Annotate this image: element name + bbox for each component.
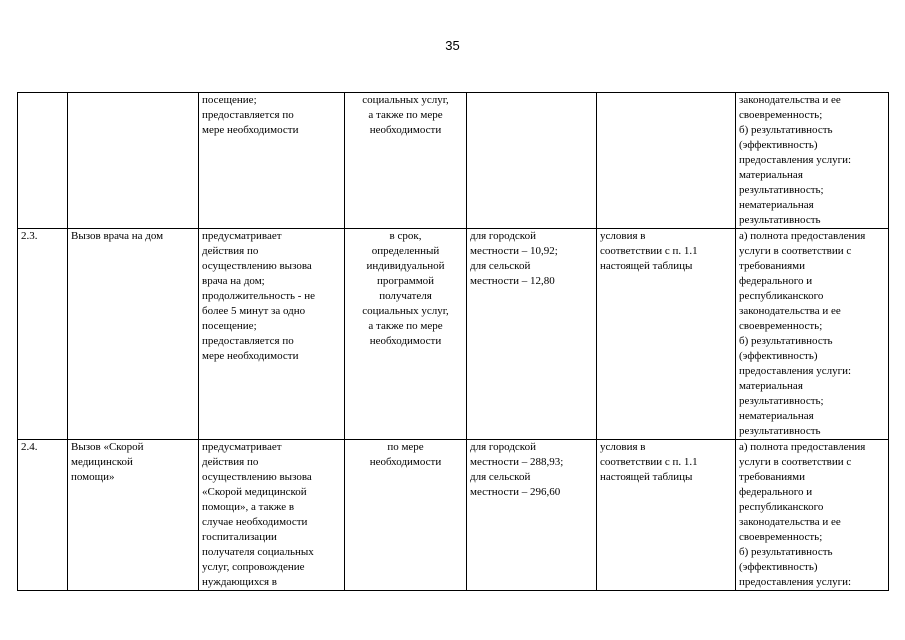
service-name-cell (68, 93, 199, 229)
service-name-cell (68, 440, 199, 591)
tariff-cell (467, 440, 597, 591)
cell-text-line: условия в (600, 441, 646, 453)
cell-text-line: социальных услуг, (362, 305, 449, 317)
cell-text-line: Вызов врача на дом (71, 230, 164, 242)
cell-text-line: своевременность; (739, 531, 823, 543)
quality-indicators-cell (736, 229, 889, 440)
cell-text-line: местности – 288,93; (470, 456, 564, 468)
cell-text-line: законодательства и ее (739, 94, 841, 106)
cell-text-line: а) полнота предоставления (739, 230, 866, 242)
cell-text-line: результативность; (739, 184, 824, 196)
cell-text-line: (эффективность) (739, 561, 818, 573)
cell-text-line: помощи», а также в (202, 501, 295, 513)
cell-text-line: действия по (202, 245, 259, 257)
cell-text-line: результативность; (739, 395, 824, 407)
cell-text-line: настоящей таблицы (600, 471, 693, 483)
cell-text-line: условия в (600, 230, 646, 242)
cell-text-line: предоставления услуги: (739, 576, 852, 588)
quality-indicators-cell (736, 440, 889, 591)
cell-text-line: для городской (470, 230, 536, 242)
service-timing-cell (345, 229, 467, 440)
page-number: 35 (445, 38, 460, 53)
cell-text-line: помощи» (71, 471, 115, 483)
cell-text-line: предоставления услуги: (739, 154, 852, 166)
cell-text-line: услуги в соответствии с (739, 456, 852, 468)
cell-text-line: необходимости (369, 456, 442, 468)
tariff-cell (467, 93, 597, 229)
conditions-cell (597, 229, 736, 440)
cell-text-line: продолжительность - не (202, 290, 315, 302)
cell-text-line: получателя социальных (202, 546, 314, 558)
cell-text-line: Вызов «Скорой (71, 441, 144, 453)
cell-text-line: нуждающихся в (202, 576, 277, 588)
cell-text-line: более 5 минут за одно (202, 305, 306, 317)
cell-text-line: социальных услуг, (362, 94, 449, 106)
cell-text-line: посещение; (202, 320, 257, 332)
cell-text-line: получателя (379, 290, 432, 302)
cell-text-line: для сельской (470, 471, 531, 483)
cell-text-line: случае необходимости (202, 516, 308, 528)
cell-text-line: местности – 12,80 (470, 275, 555, 287)
cell-text-line: 2.3. (21, 230, 38, 242)
cell-text-line: осуществлению вызова (202, 471, 312, 483)
cell-text-line: республиканского (739, 290, 824, 302)
cell-text-line: нематериальная (739, 199, 814, 211)
row-number-cell (18, 229, 68, 440)
cell-text-line: а) полнота предоставления (739, 441, 866, 453)
cell-text-line: госпитализации (202, 531, 277, 543)
cell-text-line: мере необходимости (202, 124, 299, 136)
service-description-cell (199, 93, 345, 229)
cell-text-line: посещение; (202, 94, 257, 106)
cell-text-line: своевременность; (739, 109, 823, 121)
service-name-cell (68, 229, 199, 440)
cell-text-line: федерального и (739, 486, 813, 498)
cell-text-line: а также по мере (368, 109, 443, 121)
table-row (18, 440, 889, 591)
cell-text-line: законодательства и ее (739, 305, 841, 317)
cell-text-line: соответствии с п. 1.1 (600, 456, 698, 468)
cell-text-line: медицинской (71, 456, 133, 468)
cell-text-line: (эффективность) (739, 350, 818, 362)
cell-text-line: результативность (739, 425, 821, 437)
cell-text-line: предоставления услуги: (739, 365, 852, 377)
cell-text-line: а также по мере (368, 320, 443, 332)
conditions-cell (597, 93, 736, 229)
cell-text-line: законодательства и ее (739, 516, 841, 528)
cell-text-line: услуги в соответствии с (739, 245, 852, 257)
cell-text-line: результативность (739, 214, 821, 226)
cell-text-line: предоставляется по (202, 335, 294, 347)
cell-text-line: местности – 296,60 (470, 486, 561, 498)
cell-text-line: программой (376, 275, 435, 287)
service-timing-cell (345, 93, 467, 229)
cell-text-line: настоящей таблицы (600, 260, 693, 272)
cell-text-line: необходимости (369, 335, 442, 347)
cell-text-line: предоставляется по (202, 109, 294, 121)
cell-text-line: своевременность; (739, 320, 823, 332)
cell-text-line: услуг, сопровождение (202, 561, 305, 573)
cell-text-line: для городской (470, 441, 536, 453)
cell-text-line: б) результативность (739, 335, 833, 347)
cell-text-line: действия по (202, 456, 259, 468)
row-number-cell (18, 93, 68, 229)
table-row (18, 93, 889, 229)
cell-text-line: по мере (387, 441, 424, 453)
cell-text-line: требованиями (739, 260, 806, 272)
cell-text-line: республиканского (739, 501, 824, 513)
cell-text-line: врача на дом; (202, 275, 265, 287)
cell-text-line: в срок, (389, 230, 422, 242)
quality-indicators-cell (736, 93, 889, 229)
cell-text-line: (эффективность) (739, 139, 818, 151)
cell-text-line: необходимости (369, 124, 442, 136)
cell-text-line: предусматривает (202, 441, 282, 453)
table-body (18, 93, 889, 591)
cell-text-line: определенный (371, 245, 440, 257)
service-timing-cell (345, 440, 467, 591)
cell-text-line: осуществлению вызова (202, 260, 312, 272)
cell-text-line: требованиями (739, 471, 806, 483)
cell-text-line: «Скорой медицинской (202, 486, 307, 498)
cell-text-line: материальная (739, 169, 803, 181)
table-row (18, 229, 889, 440)
service-description-cell (199, 440, 345, 591)
cell-text-line: мере необходимости (202, 350, 299, 362)
cell-text-line: федерального и (739, 275, 813, 287)
services-table (17, 92, 889, 591)
cell-text-line: материальная (739, 380, 803, 392)
row-number-cell (18, 440, 68, 591)
cell-text-line: нематериальная (739, 410, 814, 422)
conditions-cell (597, 440, 736, 591)
cell-text-line: для сельской (470, 260, 531, 272)
cell-text-line: 2.4. (21, 441, 38, 453)
tariff-cell (467, 229, 597, 440)
cell-text-line: б) результативность (739, 546, 833, 558)
cell-text-line: соответствии с п. 1.1 (600, 245, 698, 257)
cell-text-line: местности – 10,92; (470, 245, 558, 257)
cell-text-line: предусматривает (202, 230, 282, 242)
cell-text-line: б) результативность (739, 124, 833, 136)
cell-text-line: индивидуальной (366, 260, 445, 272)
service-description-cell (199, 229, 345, 440)
